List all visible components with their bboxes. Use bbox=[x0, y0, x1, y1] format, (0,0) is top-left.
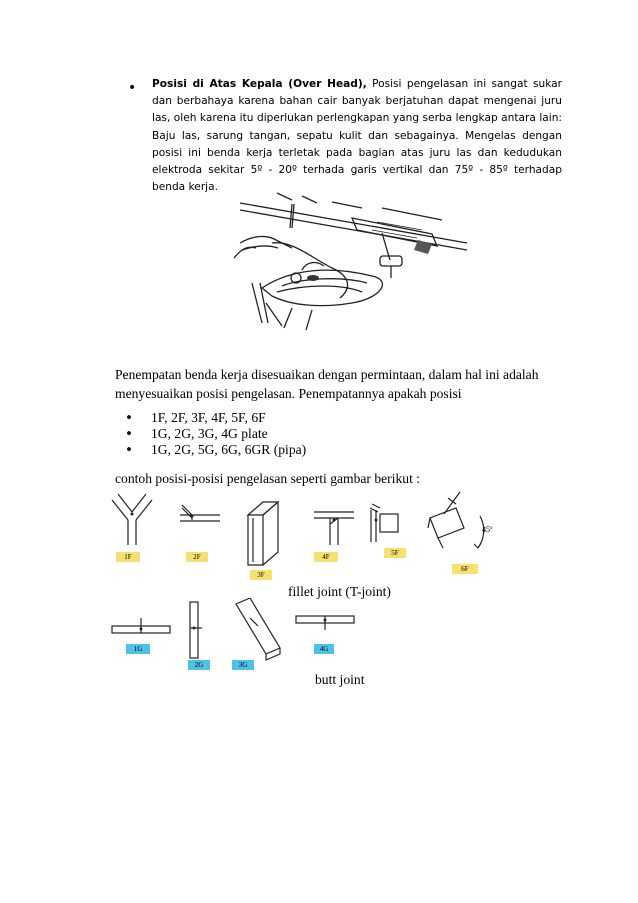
overhead-paragraph bbox=[152, 76, 562, 196]
label-1f: 1F bbox=[116, 552, 140, 562]
list-item-text: 1G, 2G, 5G, 6G, 6GR (pipa) bbox=[151, 442, 307, 457]
fillet-caption: fillet joint (T-joint) bbox=[288, 584, 391, 599]
label-3f: 3F bbox=[250, 570, 272, 580]
butt-caption: butt joint bbox=[315, 672, 365, 687]
bullet-marker: • bbox=[125, 426, 134, 442]
bullet-marker: • bbox=[125, 442, 134, 458]
angle-label: 45º bbox=[482, 525, 493, 534]
list-item-text: 1F, 2F, 3F, 4F, 5F, 6F bbox=[151, 410, 266, 425]
position-list bbox=[115, 410, 515, 458]
list-item bbox=[115, 410, 515, 426]
example-text: contoh posisi-posisi pengelasan seperti gambar berikut : bbox=[115, 471, 421, 486]
bullet-marker: • bbox=[125, 410, 134, 426]
overhead-title: Posisi di Atas Kepala (Over Head), bbox=[152, 78, 367, 90]
label-1g: 1G bbox=[126, 644, 150, 654]
butt-joint-diagrams bbox=[108, 598, 368, 668]
list-item-text: 1G, 2G, 3G, 4G plate bbox=[151, 426, 268, 441]
bullet-marker: • bbox=[128, 80, 137, 96]
fillet-joint-diagrams bbox=[108, 490, 508, 580]
label-2f: 2F bbox=[186, 552, 208, 562]
label-5f: 5F bbox=[384, 548, 406, 558]
label-4f: 4F bbox=[314, 552, 338, 562]
label-6f: 6F bbox=[452, 564, 478, 574]
label-4g: 4G bbox=[314, 644, 334, 654]
overhead-text: Posisi pengelasan ini sangat sukar dan berbahaya karena bahan cair banyak berjatuhan dapat mengenai juru las, oleh karena itu diperlukan perlengkapan yang serba lengkap antara lain: Baju las, sarung tangan, sepatu kulit dan sebagainya. Mengelas dengan posisi ini benda kerja terletak pada bagian atas juru las dan kedudukan elektroda sekitar 5º - 20º terhada garis vertikal dan 75º - 85º terhadap benda kerja. bbox=[152, 78, 562, 194]
overhead-welding-illustration bbox=[232, 188, 472, 333]
list-item bbox=[115, 426, 515, 442]
label-3g: 3G bbox=[232, 660, 254, 670]
intro-paragraph: Penempatan benda kerja disesuaikan dengan permintaan, dalam hal ini adalah menyesuaikan posisi pengelasan. Penempatannya apakah posisi bbox=[115, 367, 539, 401]
label-2g: 2G bbox=[188, 660, 210, 670]
list-item bbox=[115, 442, 515, 458]
